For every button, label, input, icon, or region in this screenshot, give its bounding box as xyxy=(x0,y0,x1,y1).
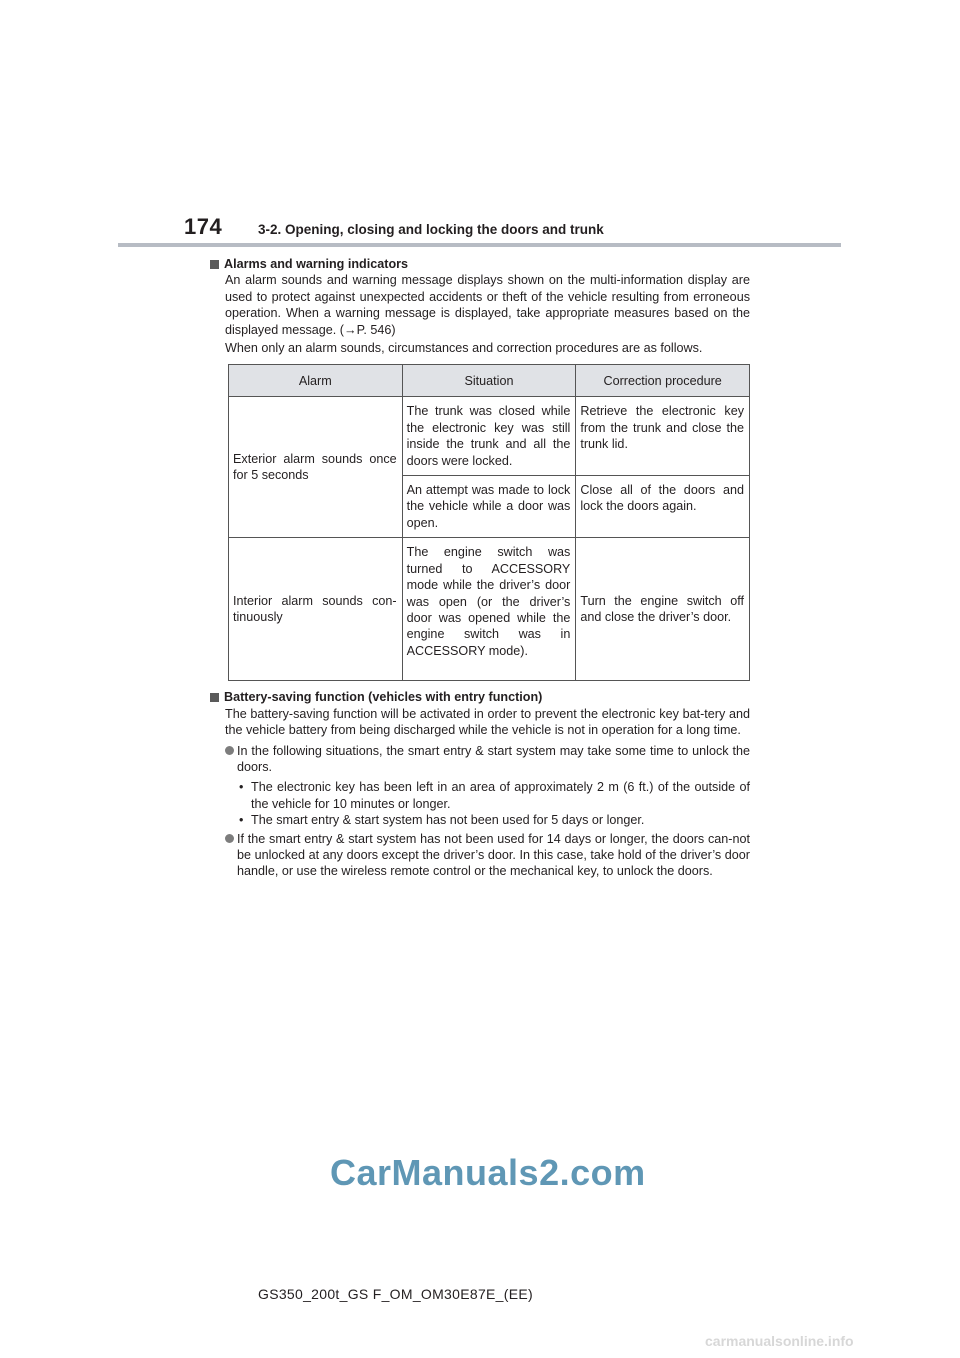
list-item xyxy=(239,779,750,812)
section-title: 3-2. Opening, closing and locking the doors and trunk xyxy=(258,222,604,237)
table-cell-situation: The engine switch was turned to ACCESSORY mode while the driver’s door was open (or the driver’s door was opened while the engine switch was in ACCESSORY mode). xyxy=(402,538,576,681)
table-cell-correction: Close all of the doors and lock the doors again. xyxy=(576,476,750,538)
carmanualsonline-watermark: carmanualsonline.info xyxy=(705,1333,854,1349)
square-bullet-icon xyxy=(210,693,219,702)
list-item xyxy=(225,743,750,776)
table-row xyxy=(229,397,750,476)
alarms-heading-text: Alarms and warning indicators xyxy=(224,257,409,271)
page-number: 174 xyxy=(184,214,223,239)
circle-bullet-icon xyxy=(225,834,234,843)
battery-bullets xyxy=(225,743,750,880)
alarms-heading xyxy=(210,256,750,272)
table-cell-correction: Turn the engine switch off and close the driver’s door. xyxy=(576,538,750,681)
alarms-paragraph-2: When only an alarm sounds, circumstances and correction procedures are as follows. xyxy=(225,341,703,356)
table-header-alarm: Alarm xyxy=(229,365,403,397)
table-cell-alarm: Interior alarm sounds con-tinuously xyxy=(229,538,403,681)
bullet-text: In the following situations, the smart entry & start system may take some time to unlock the doors. xyxy=(237,743,750,774)
table-header-correction: Correction procedure xyxy=(576,365,750,397)
battery-heading-text: Battery-saving function (vehicles with entry function) xyxy=(224,690,543,705)
page-header xyxy=(0,0,960,250)
dot-marker-icon: • xyxy=(239,780,244,795)
table-row xyxy=(229,538,750,681)
carmanuals2-watermark: CarManuals2.com xyxy=(330,1152,646,1193)
sub-item-text: The electronic key has been left in an area of approximately 2 m (6 ft.) of the outside of the vehicle for 10 minutes or longer. xyxy=(251,780,750,811)
table-cell-correction: Retrieve the electronic key from the trunk and close the trunk lid. xyxy=(576,397,750,476)
circle-bullet-icon xyxy=(225,746,234,755)
page-content xyxy=(210,256,750,880)
table-cell-alarm: Exterior alarm sounds once for 5 seconds xyxy=(229,397,403,538)
list-item xyxy=(239,812,750,828)
battery-heading xyxy=(210,689,750,705)
table-header-situation: Situation xyxy=(402,365,576,397)
alarm-table xyxy=(228,364,750,681)
list-item xyxy=(225,831,750,880)
sub-item-text: The smart entry & start system has not been used for 5 days or longer. xyxy=(251,813,645,828)
dot-marker-icon: • xyxy=(239,813,244,828)
table-cell-situation: The trunk was closed while the electronic key was still inside the trunk and all the doors were locked. xyxy=(402,397,576,476)
alarms-paragraph-1: An alarm sounds and warning message displays shown on the multi-information display are used to protect against unexpected accidents or theft of the vehicle resulting from erroneous operation. When a warning message is displayed, take appropriate measures based on the displayed message. (→P. 546) xyxy=(225,273,750,337)
table-header-row xyxy=(229,365,750,397)
square-bullet-icon xyxy=(210,260,219,269)
battery-paragraph: The battery-saving function will be activated in order to prevent the electronic key bat-tery and the vehicle battery from being discharged while the vehicle is not in operation for a long time. xyxy=(225,706,750,738)
document-code: GS350_200t_GS F_OM_OM30E87E_(EE) xyxy=(258,1286,533,1302)
header-rule xyxy=(118,243,841,247)
sub-list xyxy=(239,779,750,828)
table-cell-situation: An attempt was made to lock the vehicle while a door was open. xyxy=(402,476,576,538)
bullet-text: If the smart entry & start system has not been used for 14 days or longer, the doors can-not be unlocked at any doors except the driver’s door. In this case, take hold of the driver’s door handle, or use the wireless remote control or the mechanical key, to unlock the doors. xyxy=(237,831,750,879)
